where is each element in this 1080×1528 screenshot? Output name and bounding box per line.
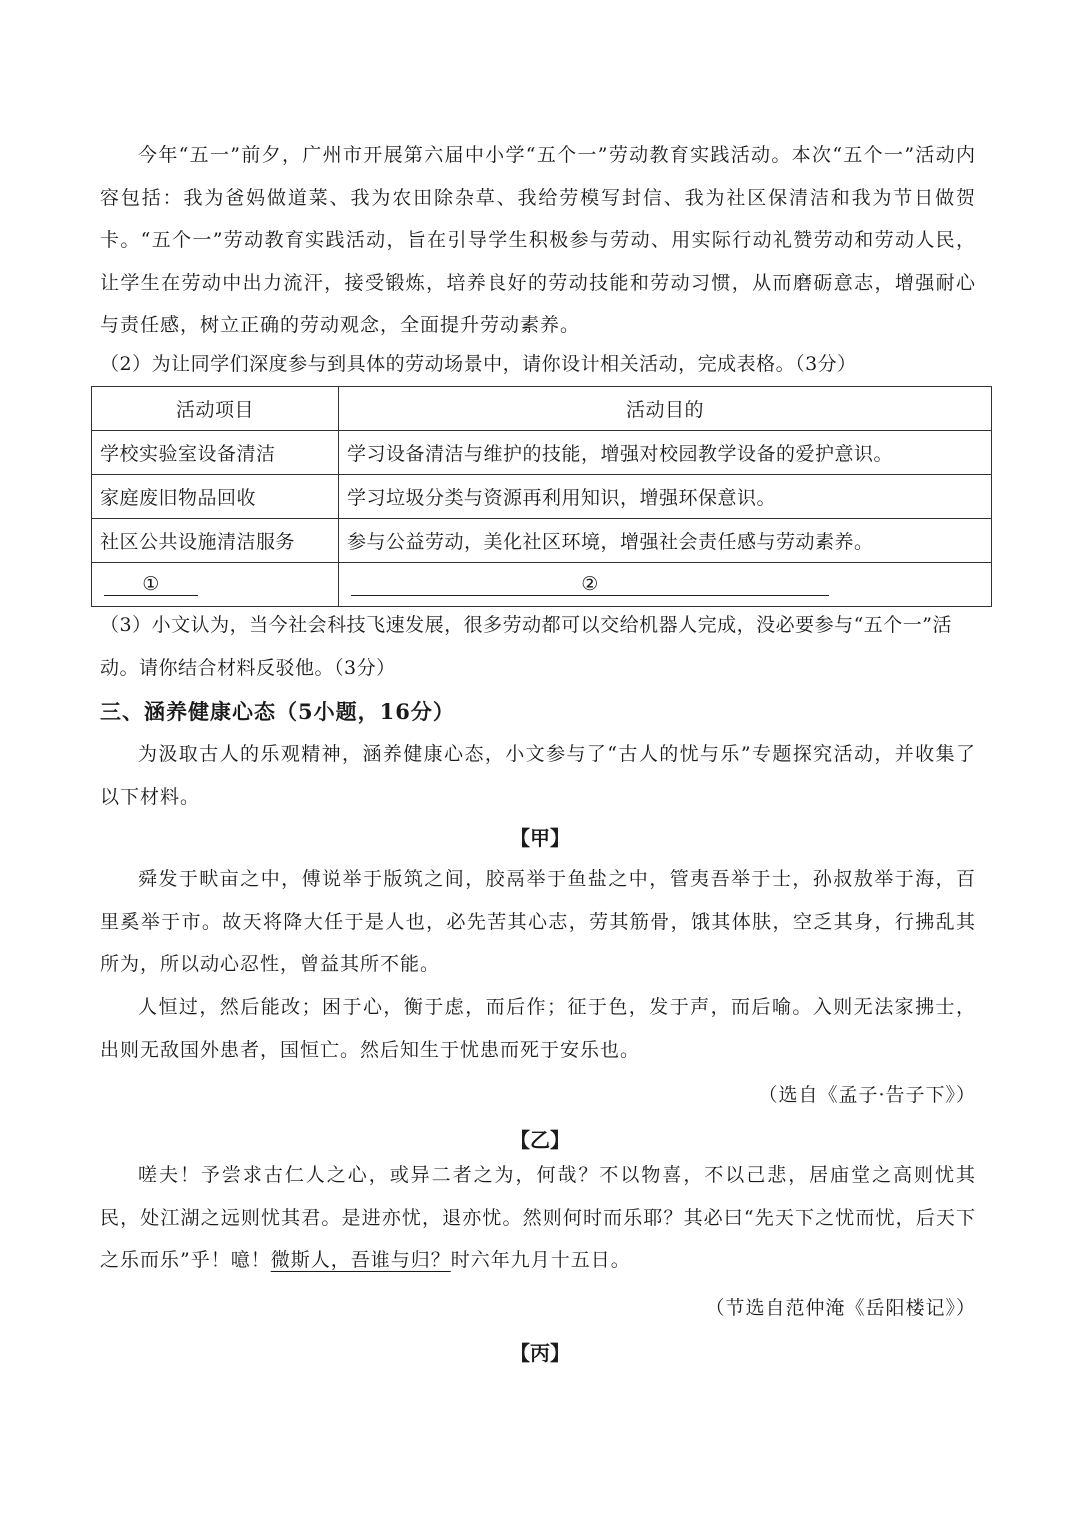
passage-yi-text-a: 嗟夫！予尝求古仁人之心，或异二者之为，何哉？不以物喜，不以己悲，居庙堂之高则忧其民，处江湖之远则忧其君。是进亦忧，退亦忧。然则何时而乐耶？其必曰“先天下之忧而忧，后天下之乐而乐”乎！噫！ <box>100 1164 976 1271</box>
activity-purpose-cell: 参与公益劳动，美化社区环境，增强社会责任感与劳动素养。 <box>339 519 992 563</box>
passage-yi-label: 【乙】 <box>510 1128 570 1152</box>
passage-jia-source: （选自《孟子·告子下》） <box>758 1084 976 1106</box>
question-2: （2）为让同学们深度参与到具体的劳动场景中，请你设计相关活动，完成表格。（3分） <box>100 353 857 375</box>
activity-table <box>91 386 992 607</box>
question-3: （3）小文认为，当今社会科技飞速发展，很多劳动都可以交给机器人完成，没必要参与“五个一”活动。请你结合材料反驳他。（3分） <box>100 614 953 679</box>
activity-purpose-cell: 学习垃圾分类与资源再利用知识，增强环保意识。 <box>339 475 992 519</box>
passage-jia-label: 【甲】 <box>510 826 570 850</box>
header-activity-item: 活动项目 <box>92 387 339 431</box>
blank-cell-2[interactable] <box>339 563 992 607</box>
passage-jia-paragraph-2: 人恒过，然后能改；困于心，衡于虑，而后作；征于色，发于声，而后喻。入则无法家拂士，出则无敌国外患者，国恒亡。然后知生于忧患而死于安乐也。 <box>100 996 976 1061</box>
activity-item-cell: 家庭废旧物品回收 <box>92 475 339 519</box>
activity-item-cell: 社区公共设施清洁服务 <box>92 519 339 563</box>
section-3-title: 三、涵养健康心态（5小题，16分） <box>100 699 455 724</box>
passage-bing-label: 【丙】 <box>510 1341 570 1365</box>
passage-yi-text-b: 时六年九月十五日。 <box>450 1249 631 1271</box>
table-row-blank <box>92 563 992 607</box>
answer-blank-2[interactable]: ② <box>351 573 829 596</box>
underlined-sentence: 微斯人，吾谁与归？ <box>270 1249 451 1271</box>
table-row <box>92 431 992 475</box>
table-row <box>92 475 992 519</box>
activity-item-cell: 学校实验室设备清洁 <box>92 431 339 475</box>
passage-jia-paragraph-1: 舜发于畎亩之中，傅说举于版筑之间，胶鬲举于鱼盐之中，管夷吾举于士，孙叔敖举于海，百里奚举于市。故天将降大任于是人也，必先苦其心志，劳其筋骨，饿其体肤，空乏其身，行拂乱其所为，所以动心忍性，曾益其所不能。 <box>100 868 976 975</box>
blank-cell-1[interactable] <box>92 563 339 607</box>
header-activity-purpose: 活动目的 <box>339 387 992 431</box>
table-row <box>92 519 992 563</box>
intro-paragraph: 今年“五一”前夕，广州市开展第六届中小学“五个一”劳动教育实践活动。本次“五个一”活动内容包括：我为爸妈做道菜、我为农田除杂草、我给劳模写封信、我为社区保清洁和我为节日做贺卡。“五个一”劳动教育实践活动，旨在引导学生积极参与劳动、用实际行动礼赞劳动和劳动人民，让学生在劳动中出力流汗，接受锻炼，培养良好的劳动技能和劳动习惯，从而磨砺意志，增强耐心与责任感，树立正确的劳动观念，全面提升劳动素养。 <box>100 144 976 336</box>
section-3-intro: 为汲取古人的乐观精神，涵养健康心态，小文参与了“古人的忧与乐”专题探究活动，并收集了以下材料。 <box>100 743 976 808</box>
passage-yi-source: （节选自范仲淹《岳阳楼记》） <box>705 1297 976 1319</box>
answer-blank-1[interactable]: ① <box>104 573 198 596</box>
table-header-row <box>92 387 992 431</box>
activity-purpose-cell: 学习设备清洁与维护的技能，增强对校园教学设备的爱护意识。 <box>339 431 992 475</box>
passage-yi-paragraph <box>100 1154 976 1282</box>
